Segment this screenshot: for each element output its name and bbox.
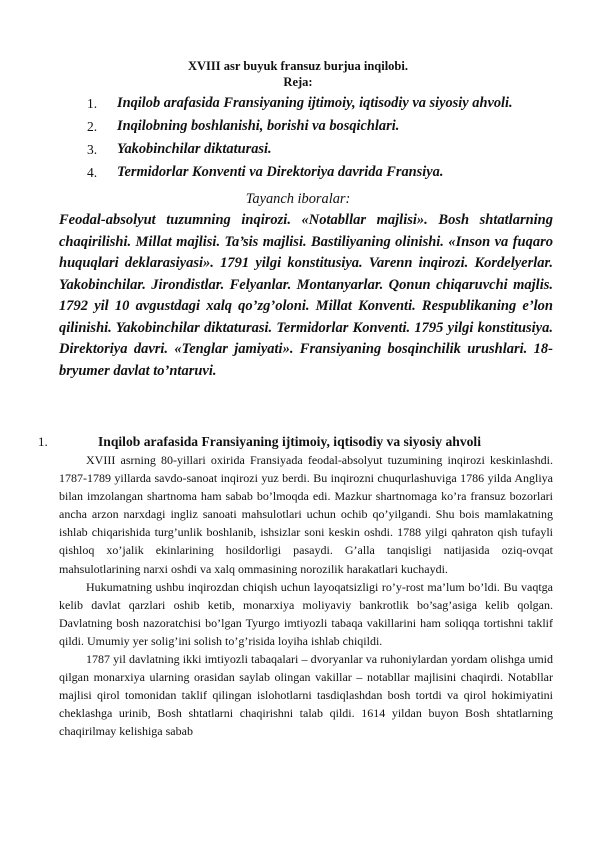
plan-item-number: 4. — [87, 165, 98, 180]
section-body — [59, 451, 553, 741]
document-title: XVIII asr buyuk fransuz burjua inqilobi. — [188, 59, 408, 73]
plan-item — [87, 94, 567, 117]
plan-item-number: 1. — [87, 96, 98, 111]
plan-item — [87, 163, 567, 186]
plan-item-number: 3. — [87, 142, 98, 157]
plan-list — [87, 94, 567, 186]
plan-item — [87, 117, 567, 140]
plan-item-text: Inqilobning boshlanishi, borishi va bosqichlari. — [117, 118, 400, 134]
plan-heading: Reja: — [283, 75, 313, 89]
plan-item-text: Termidorlar Konventi va Direktoriya davrida Fransiya. — [117, 164, 444, 180]
body-paragraph: 1787 yil davlatning ikki imtiyozli tabaqalari – dvoryanlar va ruhoniylardan yordam olishga umid qilgan monarxiya ularning orasidan saylab olingan vakillar – notabllar majlisini chaqirdi. Notabllar majlisi qirol tomonidan taklif qilingan islohotlarni tasdiqlashdan bosh tortdi va qirol hokimiyatini cheklashga urinib, Bosh shtatlarni chaqirishni talab qildi. 1614 yildan buyon Bosh shtatlarning chaqirilmay kelishiga sabab — [59, 652, 553, 739]
plan-item — [87, 140, 567, 163]
section-number: 1. — [38, 434, 48, 449]
section-title: Inqilob arafasida Fransiyaning ijtimoiy, iqtisodiy va siyosiy ahvoli — [98, 434, 481, 449]
plan-item-text: Yakobinchilar diktaturasi. — [117, 141, 272, 157]
body-paragraph: Hukumatning ushbu inqirozdan chiqish uchun layoqatsizligi ro’y-rost ma’lum bo’ldi. Bu vaqtga kelib davlat qarzlari oshib ketib, monarxiya moliyaviy bankrotlik bo’sag’asiga kelib qolgan. Davlatning bosh nazoratchisi bo’lgan Tyurgo imtiyozli tabaqa vakillarini ham soliqqa tortishni taklif qildi. Umumiy yer solig’ini solish to’g’risida loyiha ishlab chiqildi. — [59, 579, 553, 648]
plan-item-number: 2. — [87, 119, 98, 134]
key-terms-text: Feodal-absolyut tuzumning inqirozi. «Notabllar majlisi». Bosh shtatlarning chaqirilishi. Millat majlisi. Ta’sis majlisi. Bastiliyaning olinishi. «Inson va fuqaro huquqlari deklarasiyasi». 1791 yilgi konstitusiya. Varenn inqirozi. Kordelyerlar. Yakobinchilar. Jirondistlar. Felyanlar. Montanyarlar. Qonun chiqaruvchi majlis. 1792 yil 10 avgustdagi xalq qo’zg’oloni. Millat Konventi. Respublikaning e’lon qilinishi. Yakobinchilar diktaturasi. Termidorlar Konventi. 1795 yilgi konstitusiya. Direktoriya davri. «Tenglar jamiyati». Fransiyaning bosqinchilik urushlari. 18-bryumer davlat to’ntaruvi. — [59, 212, 553, 379]
key-terms-heading: Tayanch iboralar: — [245, 191, 351, 207]
body-paragraph: XVIII asrning 80-yillari oxirida Fransiyada feodal-absolyut tuzumining inqirozi keskinlashdi. 1787-1789 yillarda savdo-sanoat inqirozi yuz berdi. Bu inqirozni chuqurlashuviga 1786 yilda Angliya bilan imzolangan shartnoma ham sabab bo’lmoqda edi. Mazkur shartnomaga ko’ra fransuz bozorlari ancha arzon narxdagi ingliz sanoati mahsulotlari uchun ochib qo’yilgandi. Shu bois mamlakatning ishlab chiqarishida turg’unlik boshlanib, ishsizlar soni keskin oshdi. 1788 yilgi qahraton qish tufayli qishloq xo’jalik ekinlarining hosildorligi pasaydi. G’alla tanqisligi natijasida oziq-ovqat mahsulotlarining narxi oshdi va xalq ommasining norozilik harakatlari kuchaydi. — [59, 453, 553, 576]
plan-item-text: Inqilob arafasida Fransiyaning ijtimoiy, iqtisodiy va siyosiy ahvoli. — [117, 95, 513, 111]
